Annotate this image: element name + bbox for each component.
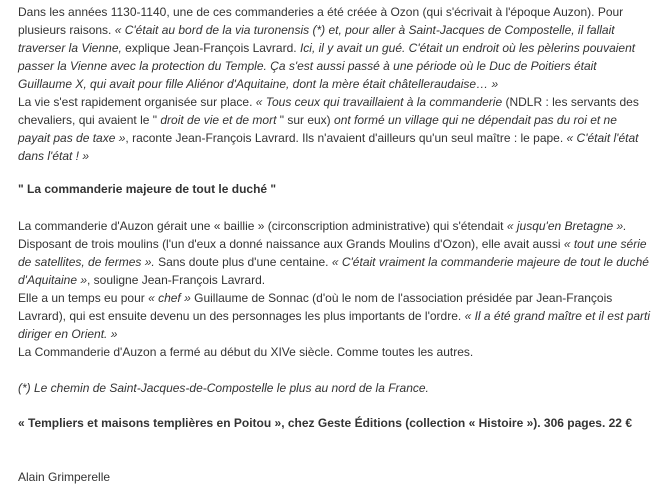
text-run: La commanderie d'Auzon gérait une « baillie » (circonscription administrative) qui s'étendait bbox=[18, 219, 507, 233]
italic-text-run: Ici, il y avait un gué. C'était un endroit où les pèlerins pouvaient passer la Vienne avec la protection du Temple. Ça s'est aussi passé à une période où le Duc de Poitiers était Guillaume X, qui avait pour fille Aliénor d'Aquitaine, dont la mère était châtelleraudaise… » bbox=[18, 41, 636, 91]
paragraph-baillie bbox=[18, 217, 650, 235]
section-heading: " La commanderie majeure de tout le duché " bbox=[18, 182, 277, 196]
text-run: Sans doute plus d'une centaine. bbox=[158, 255, 332, 269]
text-run: explique Jean-François Lavrard. bbox=[125, 41, 300, 55]
text-run: Guillaume de Sonnac (d'où le nom de l'association présidée par Jean-François Lavrard), qui est ensuite devenu un des personnages les plus importants de l'ordre. bbox=[18, 291, 613, 323]
text-run: " sur eux) bbox=[279, 113, 335, 127]
paragraph-moulins bbox=[18, 235, 650, 289]
italic-text-run: « Il a été grand maître et il est parti diriger en Orient. » bbox=[18, 309, 650, 341]
paragraph-closure: La Commanderie d'Auzon a fermé au début du XIVe siècle. Comme toutes les autres. bbox=[18, 345, 474, 359]
italic-text-run: « C'était l'état dans l'état ! » bbox=[18, 131, 639, 163]
italic-text-run: « C'était au bord de la via turonensis (*) et, pour aller à Saint-Jacques de Compostelle, il fallait traverser la Vienne, bbox=[18, 23, 615, 55]
italic-text-run: « tout une série de satellites, de fermes ». bbox=[18, 237, 647, 269]
footnote: (*) Le chemin de Saint-Jacques-de-Compostelle le plus au nord de la France. bbox=[18, 381, 429, 395]
text-run: , souligne Jean-François Lavrard. bbox=[87, 273, 266, 287]
paragraph-sonnac bbox=[18, 289, 650, 343]
italic-text-run: « chef » bbox=[148, 291, 195, 305]
text-run: Elle a un temps eu pour bbox=[18, 291, 149, 305]
text-run: La vie s'est rapidement organisée sur place. bbox=[18, 95, 256, 109]
book-reference: « Templiers et maisons templières en Poitou », chez Geste Éditions (collection « Histoire »). 306 pages. 22 € bbox=[18, 416, 632, 430]
italic-text-run: « jusqu'en Bretagne ». bbox=[506, 219, 627, 233]
italic-text-run: ont formé un village qui ne dépendait pas du roi et ne payait pas de taxe » bbox=[18, 113, 617, 145]
text-run: Dans les années 1130-1140, une de ces commanderies a été créée à Ozon (qui s'écrivait à l'époque Auzon). Pour plusieurs raisons. bbox=[18, 5, 624, 37]
author-name: Alain Grimperelle bbox=[18, 470, 111, 484]
italic-text-run: droit de vie et de mort bbox=[160, 113, 280, 127]
text-run: (NDLR : les servants des chevaliers, qui avaient le " bbox=[18, 95, 639, 127]
text-run: , raconte Jean-François Lavrard. Ils n'avaient d'ailleurs qu'un seul maître : le pape. bbox=[125, 131, 567, 145]
paragraph-village bbox=[18, 93, 650, 165]
italic-text-run: « C'était vraiment la commanderie majeure de tout le duché d'Aquitaine » bbox=[18, 255, 649, 287]
paragraph-history bbox=[18, 3, 650, 93]
text-run: Disposant de trois moulins (l'un d'eux a donné naissance aux Grands Moulins d'Ozon), elle avait aussi bbox=[18, 237, 564, 251]
italic-text-run: « Tous ceux qui travaillaient à la commanderie bbox=[255, 95, 506, 109]
